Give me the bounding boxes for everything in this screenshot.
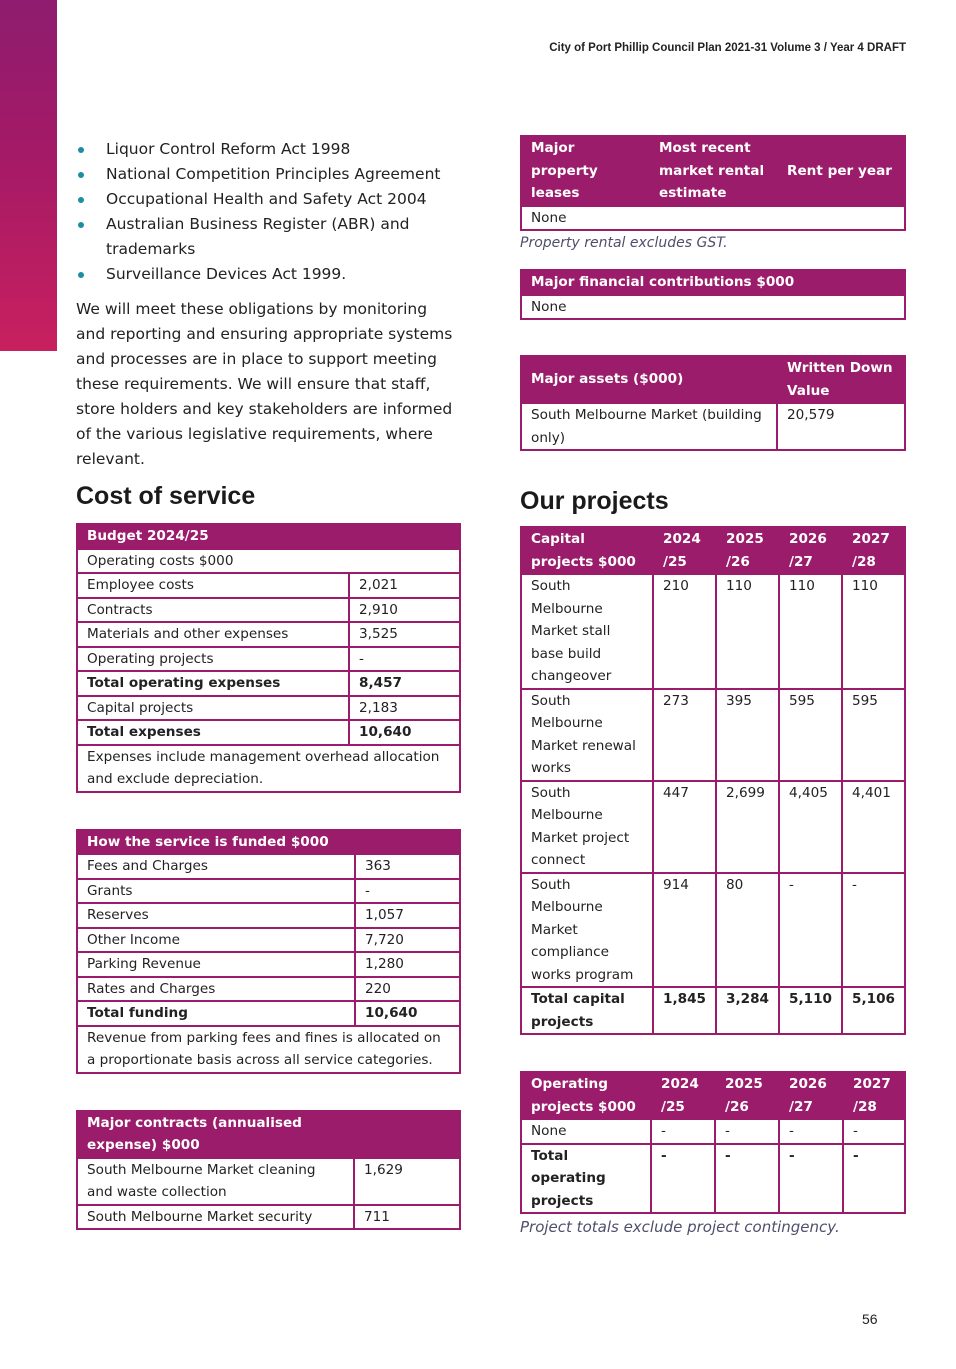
project-value: 4,405 bbox=[779, 781, 842, 873]
operating-header-year: 2024 /25 bbox=[651, 1072, 715, 1119]
project-value: - bbox=[779, 1144, 843, 1214]
project-value: - bbox=[715, 1144, 779, 1214]
page-number: 56 bbox=[862, 1311, 878, 1327]
table-header-row bbox=[77, 524, 460, 549]
row-label: Operating projects bbox=[77, 647, 349, 672]
project-value: 914 bbox=[653, 873, 716, 988]
contributions-cell: None bbox=[521, 295, 905, 320]
project-value: 595 bbox=[779, 689, 842, 781]
project-value: 5,110 bbox=[779, 987, 842, 1034]
project-value: - bbox=[715, 1119, 779, 1144]
leases-header-property: Major property leases bbox=[521, 136, 649, 206]
capital-projects-table bbox=[520, 526, 906, 1035]
project-value: - bbox=[842, 873, 905, 988]
project-name: Total capital projects bbox=[521, 987, 653, 1034]
row-label: Total operating expenses bbox=[77, 671, 349, 696]
row-value: 10,640 bbox=[355, 1001, 460, 1026]
project-value: - bbox=[779, 1119, 843, 1144]
row-label: Fees and Charges bbox=[77, 854, 355, 879]
table-row bbox=[521, 781, 905, 873]
row-label: South Melbourne Market security bbox=[77, 1205, 354, 1230]
our-projects-heading: Our projects bbox=[520, 487, 669, 515]
operating-header-year: 2026 /27 bbox=[779, 1072, 843, 1119]
table-header-row bbox=[521, 270, 905, 295]
project-value: - bbox=[651, 1119, 715, 1144]
table-row bbox=[521, 574, 905, 689]
row-value: 20,579 bbox=[777, 403, 905, 450]
capital-header-year: 2025 /26 bbox=[716, 527, 779, 574]
leases-table bbox=[520, 135, 906, 231]
project-value: 395 bbox=[716, 689, 779, 781]
table-row bbox=[77, 977, 460, 1002]
row-label: Capital projects bbox=[77, 696, 349, 721]
project-value: 4,401 bbox=[842, 781, 905, 873]
row-value: 363 bbox=[355, 854, 460, 879]
table-note-row bbox=[77, 745, 460, 792]
project-name: South Melbourne Market project connect bbox=[521, 781, 653, 873]
legislation-list bbox=[76, 137, 461, 287]
running-header: City of Port Phillip Council Plan 2021-31 Volume 3 / Year 4 DRAFT bbox=[549, 42, 906, 54]
row-value: 2,910 bbox=[349, 598, 460, 623]
table-row bbox=[521, 403, 905, 450]
contracts-table-value-header bbox=[354, 1111, 460, 1158]
row-value: 8,457 bbox=[349, 671, 460, 696]
row-value: - bbox=[355, 879, 460, 904]
project-name: South Melbourne Market stall base build changeover bbox=[521, 574, 653, 689]
project-value: 1,845 bbox=[653, 987, 716, 1034]
row-label: Total funding bbox=[77, 1001, 355, 1026]
operating-header-year: 2027 /28 bbox=[843, 1072, 905, 1119]
row-label: Operating costs $000 bbox=[77, 549, 460, 574]
table-header-row bbox=[521, 1072, 905, 1119]
project-name: None bbox=[521, 1119, 651, 1144]
table-row bbox=[77, 1205, 460, 1230]
table-row bbox=[521, 689, 905, 781]
row-value: 3,525 bbox=[349, 622, 460, 647]
contracts-table-title: Major contracts (annualised expense) $000 bbox=[77, 1111, 354, 1158]
table-note-row bbox=[77, 1026, 460, 1073]
assets-header-value: Written Down Value bbox=[777, 356, 905, 403]
table-row bbox=[77, 549, 460, 574]
project-name: South Melbourne Market renewal works bbox=[521, 689, 653, 781]
project-value: - bbox=[843, 1119, 905, 1144]
list-item: Surveillance Devices Act 1999. bbox=[76, 262, 461, 287]
table-header-row bbox=[77, 830, 460, 855]
list-item: Liquor Control Reform Act 1998 bbox=[76, 137, 461, 162]
row-value: 1,629 bbox=[354, 1158, 460, 1205]
leases-header-estimate: Most recent market rental estimate bbox=[649, 136, 777, 206]
table-row bbox=[77, 879, 460, 904]
row-value: 7,720 bbox=[355, 928, 460, 953]
funding-table-value-header bbox=[355, 830, 460, 855]
row-value: 2,183 bbox=[349, 696, 460, 721]
operating-header-year: 2025 /26 bbox=[715, 1072, 779, 1119]
left-column bbox=[76, 137, 461, 1230]
operating-note: Project totals exclude project contingency. bbox=[520, 1218, 840, 1236]
row-label: Contracts bbox=[77, 598, 349, 623]
right-column bbox=[520, 135, 906, 1236]
project-value: 273 bbox=[653, 689, 716, 781]
table-row bbox=[77, 647, 460, 672]
contracts-table bbox=[76, 1110, 461, 1231]
row-value: 711 bbox=[354, 1205, 460, 1230]
table-header-row bbox=[521, 356, 905, 403]
list-item: Occupational Health and Safety Act 2004 bbox=[76, 187, 461, 212]
project-value: 2,699 bbox=[716, 781, 779, 873]
budget-table bbox=[76, 523, 461, 793]
obligations-paragraph: We will meet these obligations by monitoring and reporting and ensuring appropriate systems and processes are in place to support meeting these requirements. We will ensure that staff, store holders and key stakeholders are informed of the various legislative requirements, where relevant. bbox=[76, 300, 453, 468]
project-value: 110 bbox=[716, 574, 779, 689]
project-value: 210 bbox=[653, 574, 716, 689]
table-row bbox=[521, 873, 905, 988]
budget-note: Expenses include management overhead allocation and exclude depreciation. bbox=[77, 745, 460, 792]
project-name: South Melbourne Market compliance works program bbox=[521, 873, 653, 988]
row-label: Reserves bbox=[77, 903, 355, 928]
table-row bbox=[77, 573, 460, 598]
contributions-table bbox=[520, 269, 906, 320]
row-label: Rates and Charges bbox=[77, 977, 355, 1002]
project-name: Total operating projects bbox=[521, 1144, 651, 1214]
cost-of-service-heading: Cost of service bbox=[76, 482, 256, 510]
table-row-total bbox=[77, 671, 460, 696]
leases-note: Property rental excludes GST. bbox=[520, 235, 728, 251]
row-label: Parking Revenue bbox=[77, 952, 355, 977]
table-row bbox=[77, 1158, 460, 1205]
row-value: - bbox=[349, 647, 460, 672]
table-row bbox=[77, 928, 460, 953]
table-row bbox=[521, 206, 905, 231]
table-row bbox=[521, 295, 905, 320]
table-row-total bbox=[521, 987, 905, 1034]
capital-header-year: 2027 /28 bbox=[842, 527, 905, 574]
row-label: South Melbourne Market (building only) bbox=[521, 403, 777, 450]
table-row-total bbox=[521, 1144, 905, 1214]
project-value: 3,284 bbox=[716, 987, 779, 1034]
table-header-row bbox=[77, 1111, 460, 1158]
table-row bbox=[521, 1119, 905, 1144]
contributions-title: Major financial contributions $000 bbox=[521, 270, 905, 295]
table-header-row bbox=[521, 527, 905, 574]
row-label: Grants bbox=[77, 879, 355, 904]
table-row bbox=[77, 622, 460, 647]
row-value: 220 bbox=[355, 977, 460, 1002]
row-label: Total expenses bbox=[77, 720, 349, 745]
row-label: South Melbourne Market cleaning and waste collection bbox=[77, 1158, 354, 1205]
funding-table bbox=[76, 829, 461, 1074]
assets-header-name: Major assets ($000) bbox=[521, 356, 777, 403]
table-row bbox=[77, 903, 460, 928]
table-row bbox=[77, 854, 460, 879]
row-value: 2,021 bbox=[349, 573, 460, 598]
project-value: 110 bbox=[842, 574, 905, 689]
assets-table bbox=[520, 355, 906, 451]
funding-table-title: How the service is funded $000 bbox=[77, 830, 355, 855]
leases-cell: None bbox=[521, 206, 905, 231]
operating-header-name: Operating projects $000 bbox=[521, 1072, 651, 1119]
decorative-side-band bbox=[0, 0, 57, 351]
table-row-total bbox=[77, 720, 460, 745]
table-row-total bbox=[77, 1001, 460, 1026]
table-header-row bbox=[521, 136, 905, 206]
leases-header-rent: Rent per year bbox=[777, 136, 905, 206]
project-value: - bbox=[779, 873, 842, 988]
project-value: - bbox=[651, 1144, 715, 1214]
row-label: Materials and other expenses bbox=[77, 622, 349, 647]
list-item: Australian Business Register (ABR) and trademarks bbox=[76, 212, 461, 262]
table-row bbox=[77, 598, 460, 623]
row-value: 1,057 bbox=[355, 903, 460, 928]
operating-projects-table bbox=[520, 1071, 906, 1214]
row-value: 1,280 bbox=[355, 952, 460, 977]
row-value: 10,640 bbox=[349, 720, 460, 745]
row-label: Other Income bbox=[77, 928, 355, 953]
project-value: - bbox=[843, 1144, 905, 1214]
project-value: 595 bbox=[842, 689, 905, 781]
list-item: National Competition Principles Agreement bbox=[76, 162, 461, 187]
project-value: 447 bbox=[653, 781, 716, 873]
table-row bbox=[77, 696, 460, 721]
project-value: 110 bbox=[779, 574, 842, 689]
capital-header-year: 2026 /27 bbox=[779, 527, 842, 574]
project-value: 80 bbox=[716, 873, 779, 988]
table-row bbox=[77, 952, 460, 977]
capital-header-name: Capital projects $000 bbox=[521, 527, 653, 574]
budget-table-title: Budget 2024/25 bbox=[77, 524, 460, 549]
project-value: 5,106 bbox=[842, 987, 905, 1034]
row-label: Employee costs bbox=[77, 573, 349, 598]
funding-note: Revenue from parking fees and fines is allocated on a proportionate basis across all service categories. bbox=[77, 1026, 460, 1073]
capital-header-year: 2024 /25 bbox=[653, 527, 716, 574]
